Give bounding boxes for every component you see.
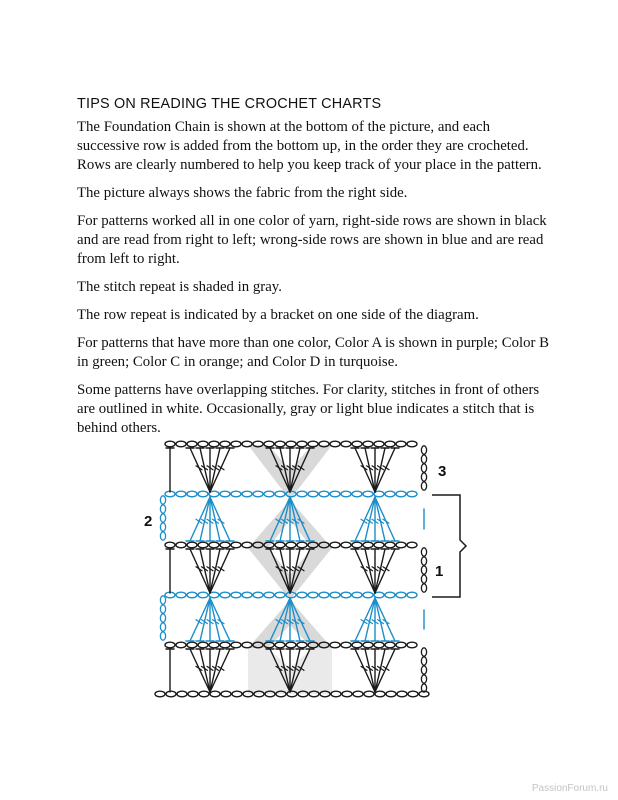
chain-oval: [275, 542, 285, 548]
crochet-chart: [140, 436, 480, 708]
chain-oval: [220, 491, 230, 497]
chain-oval: [396, 642, 406, 648]
chain-oval: [242, 491, 252, 497]
turning-chain-oval: [160, 623, 165, 631]
chain-oval: [286, 441, 296, 447]
chain-oval: [275, 491, 285, 497]
chain-oval: [242, 642, 252, 648]
chain-oval: [331, 691, 341, 697]
chain-oval: [242, 592, 252, 598]
chain-oval: [231, 592, 241, 598]
chain-oval: [253, 592, 263, 598]
paragraph-overlapping: Some patterns have overlapping stitches. For clarity, stitches in front of others are outlined in white. Occasionally, gray or light blue indicates a stitch that is behind others.: [77, 382, 540, 436]
chain-oval: [341, 592, 351, 598]
chain-oval: [232, 691, 242, 697]
chain-oval: [352, 592, 362, 598]
chain-oval: [363, 441, 373, 447]
row-label-2: 2: [144, 513, 153, 530]
chain-oval: [176, 642, 186, 648]
turning-chain-oval: [160, 532, 165, 540]
chain-oval: [199, 691, 209, 697]
chain-oval: [407, 592, 417, 598]
turning-chain-oval: [160, 596, 165, 604]
chain-oval: [386, 691, 396, 697]
chain-oval: [286, 642, 296, 648]
chain-oval: [308, 491, 318, 497]
turning-chain-oval: [160, 514, 165, 522]
chain-oval: [396, 491, 406, 497]
turning-chain-oval: [421, 575, 426, 583]
turning-chain-oval: [421, 455, 426, 463]
chain-oval: [330, 491, 340, 497]
row-repeat-bracket: [432, 495, 466, 597]
chain-oval: [220, 542, 230, 548]
chain-oval: [253, 491, 263, 497]
turning-chain-oval: [421, 548, 426, 556]
chain-oval: [407, 441, 417, 447]
chain-oval: [188, 691, 198, 697]
chain-oval: [363, 491, 373, 497]
chain-oval: [209, 642, 219, 648]
chain-oval: [176, 441, 186, 447]
paragraph-row-colors: For patterns worked all in one color of yarn, right-side rows are shown in black and are read from right to left; wrong-side rows are shown in blue and are read from left to right.: [77, 213, 547, 267]
chain-oval: [396, 441, 406, 447]
chain-oval: [374, 642, 384, 648]
turning-chain-oval: [160, 505, 165, 513]
chain-oval: [352, 491, 362, 497]
chain-oval: [407, 491, 417, 497]
chain-oval: [264, 592, 274, 598]
chain-oval: [397, 691, 407, 697]
watermark: PassionForum.ru: [531, 783, 608, 794]
chain-oval: [231, 491, 241, 497]
chain-oval: [330, 441, 340, 447]
turning-chain-oval: [160, 523, 165, 531]
chain-oval: [198, 642, 208, 648]
turning-chain-oval: [160, 632, 165, 640]
paragraph-multi-color: For patterns that have more than one color, Color A is shown in purple; Color B in green; Color C in orange; and Color D in turquoise.: [77, 335, 550, 370]
chain-oval: [155, 691, 165, 697]
chain-oval: [375, 691, 385, 697]
chain-oval: [275, 642, 285, 648]
turning-chain-oval: [421, 566, 426, 574]
chain-oval: [342, 691, 352, 697]
chain-oval: [341, 491, 351, 497]
chain-oval: [264, 491, 274, 497]
paragraph-foundation-chain: The Foundation Chain is shown at the bottom of the picture, and each successive row is added from the bottom up, in the order they are crocheted. Rows are clearly numbered to help you keep track of your place in the pattern.: [77, 119, 542, 173]
turning-chain-oval: [160, 496, 165, 504]
chain-oval: [242, 542, 252, 548]
chain-oval: [275, 441, 285, 447]
chain-oval: [341, 542, 351, 548]
paragraph-stitch-repeat: The stitch repeat is shaded in gray.: [77, 279, 282, 295]
chain-oval: [297, 441, 307, 447]
chain-oval: [407, 542, 417, 548]
chain-oval: [165, 542, 175, 548]
chain-oval: [231, 441, 241, 447]
chain-oval: [374, 542, 384, 548]
chain-oval: [408, 691, 418, 697]
page-title: TIPS ON READING THE CROCHET CHARTS: [77, 96, 382, 112]
chain-oval: [210, 691, 220, 697]
turning-chain-oval: [421, 648, 426, 656]
chain-oval: [374, 441, 384, 447]
chain-oval: [364, 691, 374, 697]
chain-oval: [308, 592, 318, 598]
turning-chain-oval: [421, 446, 426, 454]
chain-oval: [341, 441, 351, 447]
chain-oval: [353, 691, 363, 697]
chain-oval: [396, 542, 406, 548]
chain-oval: [177, 691, 187, 697]
chain-oval: [187, 491, 197, 497]
bracket-path: [432, 495, 466, 597]
chain-oval: [385, 642, 395, 648]
chain-oval: [176, 542, 186, 548]
chain-oval: [363, 642, 373, 648]
chain-oval: [221, 691, 231, 697]
chain-oval: [319, 592, 329, 598]
chain-oval: [385, 592, 395, 598]
chain-oval: [165, 642, 175, 648]
turning-chain-oval: [160, 614, 165, 622]
chain-oval: [363, 592, 373, 598]
chain-oval: [297, 491, 307, 497]
chain-oval: [231, 642, 241, 648]
paragraph-right-side: The picture always shows the fabric from the right side.: [77, 185, 408, 201]
chain-oval: [198, 592, 208, 598]
turning-chain-oval: [160, 605, 165, 613]
chain-oval: [275, 592, 285, 598]
chain-oval: [209, 441, 219, 447]
chain-oval: [385, 491, 395, 497]
turning-chain-oval: [421, 666, 426, 674]
row-label-3: 3: [438, 463, 447, 480]
chain-oval: [330, 592, 340, 598]
chain-oval: [297, 642, 307, 648]
chain-oval: [385, 441, 395, 447]
row-label-1: 1: [435, 563, 444, 580]
chain-oval: [220, 441, 230, 447]
chain-oval: [176, 491, 186, 497]
chain-oval: [187, 642, 197, 648]
chain-oval: [341, 642, 351, 648]
chain-oval: [352, 642, 362, 648]
chain-oval: [352, 542, 362, 548]
chain-oval: [187, 542, 197, 548]
paragraph-row-repeat: The row repeat is indicated by a bracket on one side of the diagram.: [77, 307, 479, 323]
chain-oval: [187, 592, 197, 598]
turning-chain-oval: [421, 473, 426, 481]
turning-chain-oval: [421, 675, 426, 683]
chain-oval: [165, 441, 175, 447]
chain-oval: [363, 542, 373, 548]
chain-oval: [407, 642, 417, 648]
turning-chain-oval: [421, 557, 426, 565]
chain-oval: [319, 491, 329, 497]
turning-chain-oval: [421, 482, 426, 490]
chain-oval: [286, 542, 296, 548]
chain-oval: [297, 542, 307, 548]
chain-oval: [198, 491, 208, 497]
chain-oval: [198, 441, 208, 447]
chain-oval: [264, 441, 274, 447]
chain-oval: [330, 642, 340, 648]
turning-chain-oval: [421, 464, 426, 472]
chain-oval: [198, 542, 208, 548]
chain-oval: [396, 592, 406, 598]
chain-oval: [166, 691, 176, 697]
chain-oval: [187, 441, 197, 447]
chain-oval: [297, 592, 307, 598]
chain-oval: [231, 542, 241, 548]
chain-oval: [352, 441, 362, 447]
chain-oval: [176, 592, 186, 598]
chain-oval: [220, 642, 230, 648]
body-text: [77, 118, 552, 447]
chain-oval: [242, 441, 252, 447]
chain-oval: [385, 542, 395, 548]
chain-oval: [220, 592, 230, 598]
turning-chain-oval: [421, 657, 426, 665]
chain-oval: [330, 542, 340, 548]
turning-chain-oval: [421, 584, 426, 592]
chain-oval: [209, 542, 219, 548]
